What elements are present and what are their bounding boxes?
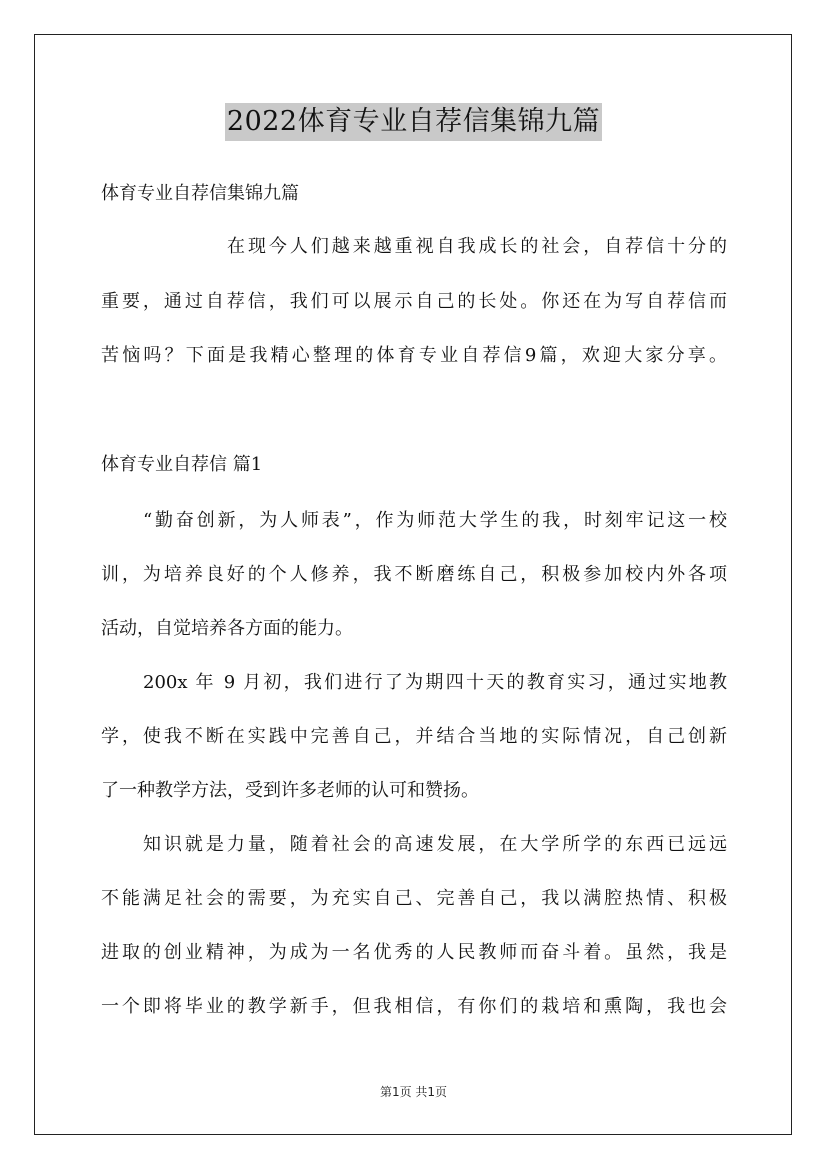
paragraph-line: 200x 年 9 月初，我们进行了为期四十天的教育实习，通过实地教 <box>143 672 727 693</box>
paragraph-line: “勤奋创新，为人师表”，作为师范大学生的我，时刻牢记这一校 <box>143 510 727 531</box>
intro-line: 苦恼吗？下面是我精心整理的体育专业自荐信9篇，欢迎大家分享。 <box>101 345 727 366</box>
page-footer: 第1页 共1页 <box>379 1085 448 1099</box>
intro-line: 重要，通过自荐信，我们可以展示自己的长处。你还在为写自荐信而 <box>101 291 727 312</box>
section-heading: 体育专业自荐信 篇1 <box>101 454 263 475</box>
paragraph-line: 一个即将毕业的教学新手，但我相信，有你们的栽培和熏陶，我也会 <box>101 996 727 1017</box>
paragraph-line: 不能满足社会的需要，为充实自己、完善自己，我以满腔热情、积极 <box>101 888 727 909</box>
paragraph-line: 了一种教学方法，受到许多老师的认可和赞扬。 <box>101 780 479 801</box>
intro-line: 在现今人们越来越重视自我成长的社会，自荐信十分的 <box>227 236 727 257</box>
title-container <box>0 103 827 141</box>
paragraph-line: 知识就是力量，随着社会的高速发展，在大学所学的东西已远远 <box>143 834 727 855</box>
paragraph-line: 活动，自觉培养各方面的能力。 <box>101 618 353 639</box>
document-subtitle: 体育专业自荐信集锦九篇 <box>101 183 299 204</box>
paragraph-line: 学，使我不断在实践中完善自己，并结合当地的实际情况，自己创新 <box>101 726 727 747</box>
document-title: 2022体育专业自荐信集锦九篇 <box>225 103 602 141</box>
paragraph-line: 进取的创业精神，为成为一名优秀的人民教师而奋斗着。虽然，我是 <box>101 942 727 963</box>
paragraph-line: 训，为培养良好的个人修养，我不断磨练自己，积极参加校内外各项 <box>101 564 727 585</box>
